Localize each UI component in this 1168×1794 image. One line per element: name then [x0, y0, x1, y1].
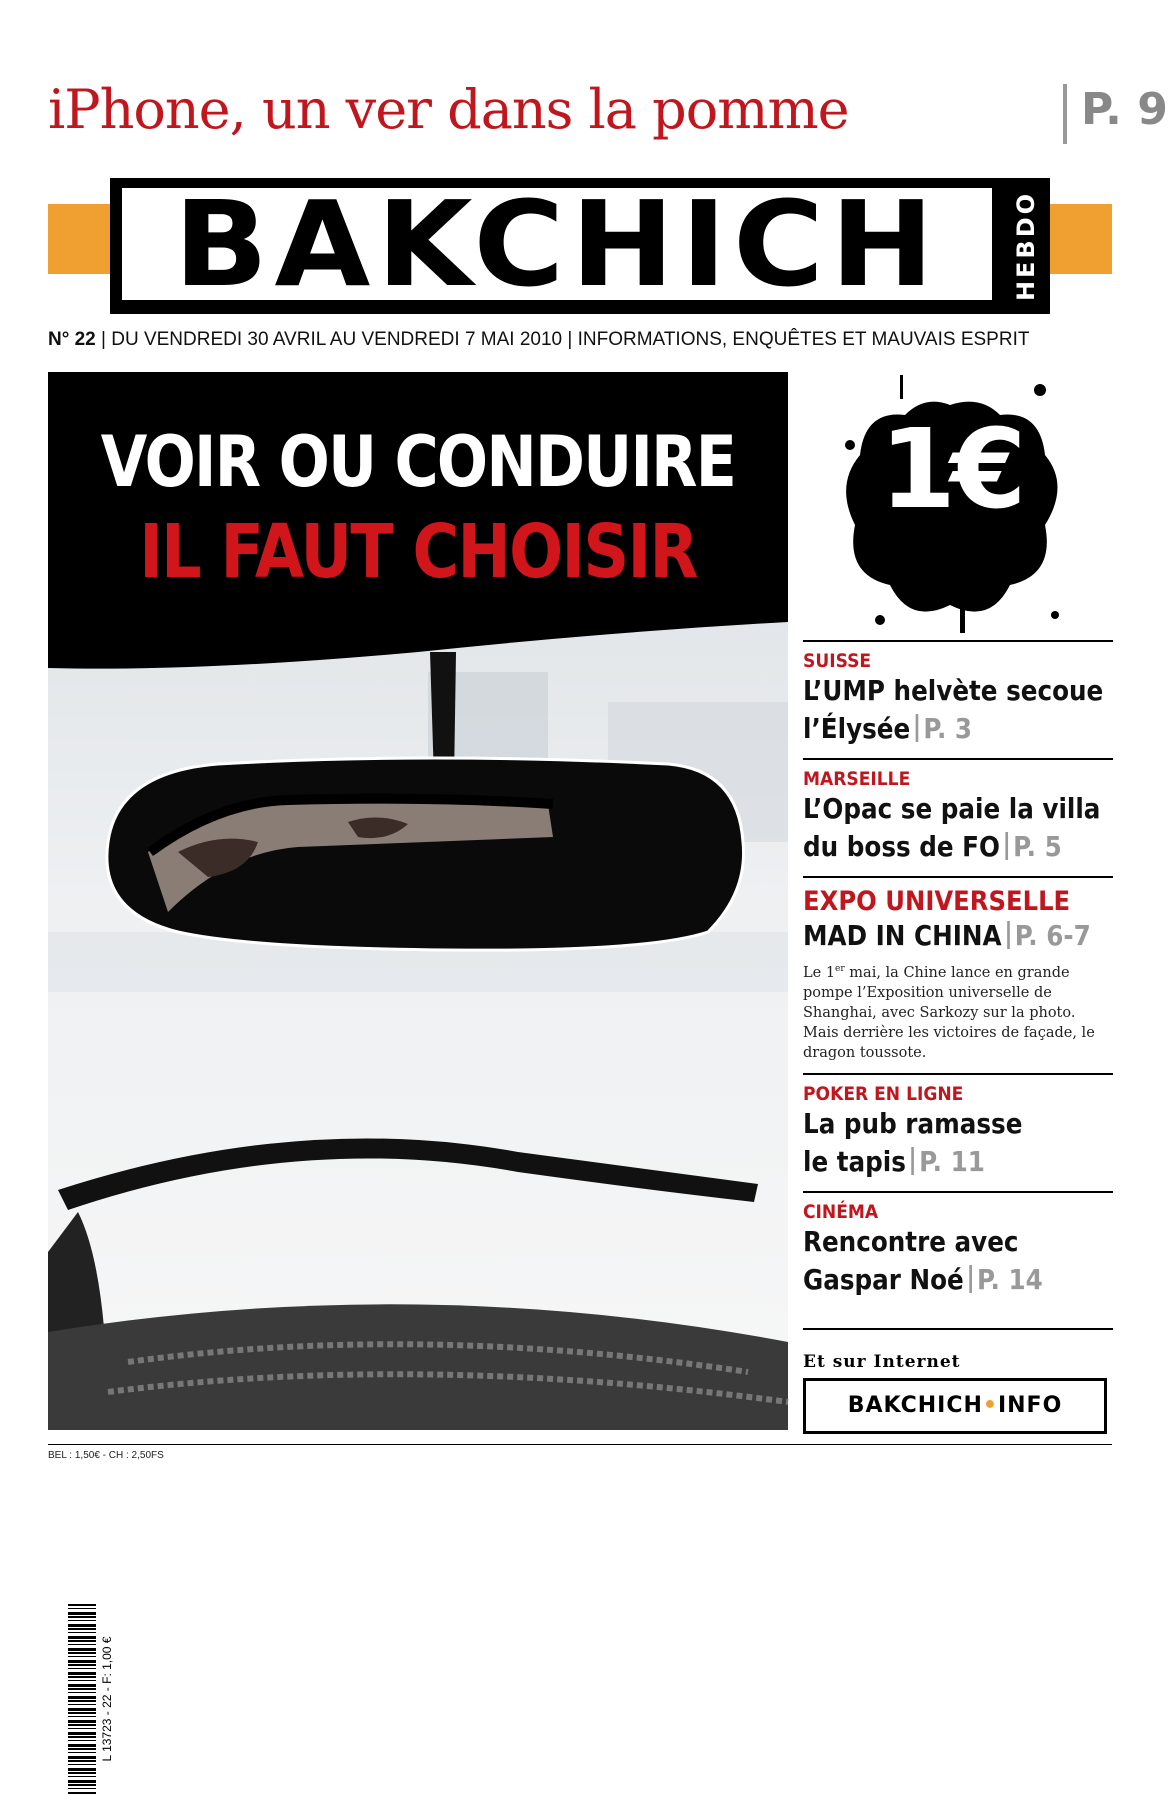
barcode-code [98, 1604, 116, 1794]
website-tld: INFO [997, 1393, 1063, 1418]
story-kicker: POKER EN LIGNE [803, 1082, 964, 1105]
logo-hebdo [1006, 182, 1046, 310]
issue-number: N° 22 [48, 329, 96, 350]
barcode [68, 1604, 114, 1794]
logo-hebdo-text: HEBDO [1012, 190, 1040, 302]
top-teaser [48, 78, 1168, 148]
story-page: P. 14 [976, 1262, 1043, 1296]
top-teaser-separator [1063, 84, 1067, 144]
masthead [48, 175, 1112, 318]
website-name: BAKCHICH [847, 1393, 983, 1418]
story-headline-line2: du boss de FO [803, 830, 1000, 863]
story-headline [803, 917, 1091, 955]
story-headline [803, 790, 1101, 866]
story-headline [803, 1223, 1076, 1299]
page-separator [1005, 832, 1008, 860]
story-item [803, 640, 1113, 758]
story-headline-line1: La pub ramasse [803, 1106, 1023, 1140]
top-teaser-title: iPhone, un ver dans la pomme [48, 78, 849, 141]
masthead-logo [110, 175, 1050, 314]
issue-tagline: INFORMATIONS, ENQUÊTES ET MAUVAIS ESPRIT [577, 329, 1030, 350]
story-item [803, 1191, 1113, 1309]
story-page: P. 3 [923, 712, 973, 745]
price-splash [840, 375, 1060, 635]
story-headline-line1: L’UMP helvète secoue [803, 674, 1104, 707]
story-page: P. 6-7 [1014, 919, 1091, 952]
story-headline [803, 672, 1104, 748]
sidebar-stories [803, 640, 1113, 1309]
story-item [803, 876, 1113, 1073]
story-description [803, 959, 1113, 1063]
story-description-sup: er [835, 964, 845, 974]
story-item [803, 758, 1113, 876]
page-separator [969, 1265, 972, 1293]
story-kicker: SUISSE [803, 650, 872, 672]
page-separator [916, 714, 919, 742]
story-kicker: MARSEILLE [803, 768, 911, 790]
issue-sep-2: | [567, 329, 578, 350]
story-headline-line2: Gaspar Noé [803, 1262, 964, 1296]
issue-line [48, 329, 1118, 351]
footer-rule [48, 1444, 1112, 1445]
page-separator [1007, 921, 1010, 949]
story-description-rest: mai, la Chine lance en grande pompe l’Exposition universelle de Shanghai, avec Sarkozy sur la photo. Mais derrière les victoires de façade, le dragon toussote. [803, 964, 1095, 1061]
story-headline-line1: Rencontre avec [803, 1224, 1019, 1258]
cover-headline-line2: IL FAUT CHOISIR [139, 509, 697, 595]
story-page: P. 11 [919, 1144, 985, 1178]
barcode-text: L 13723 - 22 - F: 1,00 € [100, 1636, 114, 1762]
website-dot: • [982, 1393, 998, 1418]
internet-label: Et sur Internet [803, 1352, 961, 1372]
top-teaser-page: P. 9 [1081, 84, 1168, 135]
story-headline-line2: le tapis [803, 1144, 906, 1178]
story-headline-line2: l’Élysée [803, 712, 911, 745]
story-item [803, 1073, 1113, 1191]
page-separator [911, 1147, 914, 1175]
story-headline-line1: L’Opac se paie la villa [803, 792, 1101, 825]
story-description-start: Le 1 [803, 964, 836, 981]
website-logo-text [806, 1381, 1104, 1431]
story-kicker: CINÉMA [803, 1200, 879, 1223]
cover-headline [48, 417, 788, 597]
story-kicker: EXPO UNIVERSELLE [803, 886, 1071, 917]
website-logo[interactable] [803, 1378, 1107, 1434]
logo-wordmark: BAKCHICH [173, 175, 941, 313]
story-headline-line1: MAD IN CHINA [803, 919, 1002, 952]
cover-headline-line1: VOIR OU CONDUIRE [100, 421, 736, 503]
issue-sep-1: | [101, 329, 112, 350]
internet-promo [803, 1328, 1113, 1434]
issue-dates: DU VENDREDI 30 AVRIL AU VENDREDI 7 MAI 2010 [111, 329, 563, 350]
footer-prices: BEL : 1,50€ - CH : 2,50FS [48, 1450, 164, 1461]
story-headline [803, 1105, 1076, 1181]
price-value: 1€ [879, 405, 1021, 533]
story-page: P. 5 [1013, 830, 1062, 863]
logo-white-panel [122, 175, 992, 313]
barcode-bars [68, 1604, 96, 1794]
